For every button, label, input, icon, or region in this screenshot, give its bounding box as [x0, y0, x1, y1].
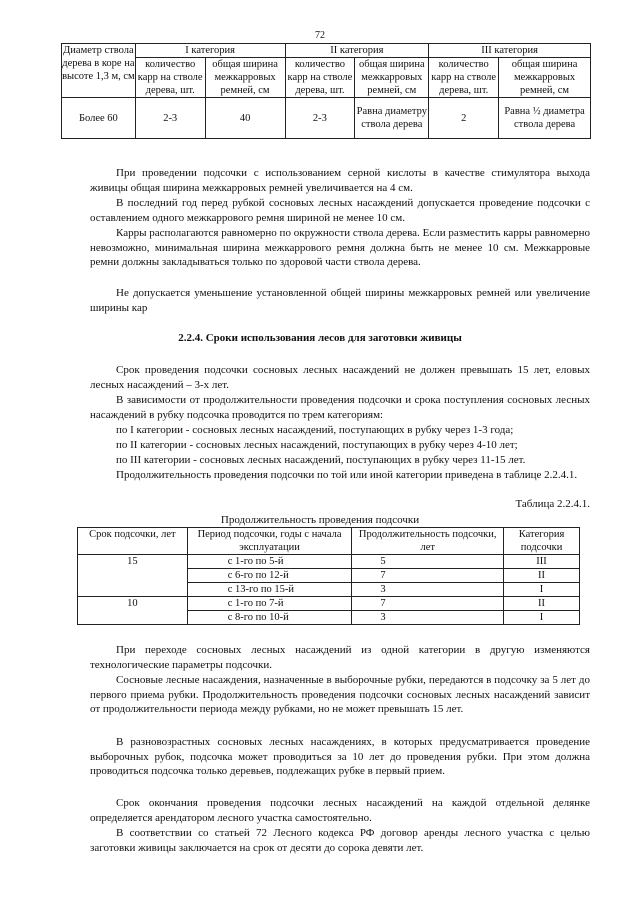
subheader-count: количество карр на стволе дерева, шт. — [285, 58, 355, 98]
paragraph: Не допускается уменьшение установленной общей ширины межкарровых ремней или увеличение ширины кар — [90, 287, 590, 314]
cell-period: с 6-го по 12-й — [187, 569, 352, 583]
paragraph: В разновозрастных сосновых лесных насаждениях, в которых предусматривается проведение выборочных рубок, подсочка может проводиться за 10 лет до проведения рубки. При этом должна проводиться подсочка только деревьев, подлежащих рубке в первый прием. — [90, 736, 590, 777]
list-item: по II категории - сосновых лесных насаждений, поступающих в рубку через 4-10 лет; — [116, 439, 518, 451]
list-item: по III категории - сосновых лесных насаждений, поступающих в рубку через 11-15 лет. — [116, 454, 526, 466]
table-row — [62, 98, 591, 139]
paragraph: Срок проведения подсочки сосновых лесных насаждений не должен превышать 15 лет, еловых лесных насаждений – 3-х лет. — [90, 364, 590, 391]
paragraph: При проведении подсочки с использованием серной кислоты в качестве стимулятора выхода живицы общая ширина межкарровых ремней увеличивается на 4 см. — [90, 167, 590, 194]
cell-category: III — [504, 555, 580, 569]
header-term: Срок подсочки, лет — [78, 528, 188, 555]
cell-c1-width: 40 — [205, 98, 285, 139]
paragraph: Сосновые лесные насаждения, назначенные в выборочные рубки, передаются в подсочку за 5 лет до первого приема рубки. Продолжительность проведения подсочки сосновых лесных насаждений зависит от продолжительности периода между рубками, но не может превышать 15 лет. — [90, 674, 590, 715]
header-category: Категория подсочки — [504, 528, 580, 555]
cell-category: II — [504, 569, 580, 583]
paragraph: Продолжительность проведения подсочки по той или иной категории приведена в таблице 2.2.4.1. — [116, 469, 578, 481]
cell-c3-width: Равна ½ диаметра ствола дерева — [499, 98, 591, 139]
header-duration: Продолжительность подсочки, лет — [352, 528, 504, 555]
duration-table — [77, 527, 580, 625]
subheader-width: общая ширина межкарровых ремней, см — [355, 58, 429, 98]
cell-duration: 7 — [352, 569, 504, 583]
cell-c2-count: 2-3 — [285, 98, 355, 139]
subheader-width: общая ширина межкарровых ремней, см — [205, 58, 285, 98]
cell-duration: 3 — [352, 583, 504, 597]
subheader-count: количество карр на стволе дерева, шт. — [135, 58, 205, 98]
table-row — [78, 597, 580, 611]
subheader-width: общая ширина межкарровых ремней, см — [499, 58, 591, 98]
cell-duration: 5 — [352, 555, 504, 569]
tapping-parameters-table — [61, 43, 591, 139]
cell-period: с 8-го по 10-й — [187, 611, 352, 625]
cell-term: 15 — [78, 555, 188, 597]
cell-duration: 7 — [352, 597, 504, 611]
cell-term: 10 — [78, 597, 188, 625]
paragraph: В последний год перед рубкой сосновых лесных насаждений допускается проведение подсочки с оставлением одного межкаррового ремня шириной не менее 10 см. — [90, 197, 590, 224]
cell-period: с 13-го по 15-й — [187, 583, 352, 597]
cell-c3-count: 2 — [429, 98, 499, 139]
paragraph: Срок окончания проведения подсочки лесных насаждений на каждой отдельной делянке определяется арендатором лесного участка самостоятельно. — [90, 797, 590, 824]
paragraph: В соответствии со статьей 72 Лесного кодекса РФ договор аренды лесного участка с целью заготовки живицы заключается на срок от десяти до сорока девяти лет. — [90, 827, 590, 854]
paragraph: Карры располагаются равномерно по окружности ствола дерева. Если разместить карры равномерно невозможно, минимальная ширина межкаррового ремня должна быть не менее 10 см. Межкарровые ремни должны закладываться только по здоровой части ствола дерева. — [90, 227, 590, 268]
table-caption: Продолжительность проведения подсочки — [220, 514, 420, 526]
cell-period: с 1-го по 5-й — [187, 555, 352, 569]
cell-diameter: Более 60 — [62, 98, 136, 139]
cell-duration: 3 — [352, 611, 504, 625]
cell-c2-width: Равна диаметру ствола дерева — [355, 98, 429, 139]
table-label: Таблица 2.2.4.1. — [515, 498, 590, 510]
paragraph: При переходе сосновых лесных насаждений из одной категории в другую изменяются технологические параметры подсочки. — [90, 644, 590, 671]
section-heading: 2.2.4. Сроки использования лесов для заготовки живицы — [178, 332, 462, 344]
page-number: 72 — [315, 30, 325, 41]
cell-c1-count: 2-3 — [135, 98, 205, 139]
cell-category: I — [504, 583, 580, 597]
cell-category: I — [504, 611, 580, 625]
cell-period: с 1-го по 7-й — [187, 597, 352, 611]
header-category-1: I категория — [135, 44, 285, 58]
paragraph: В зависимости от продолжительности проведения подсочки и срока поступления сосновых лесных насаждений в рубку подсочка проводится по трем категориям: — [90, 394, 590, 421]
list-item: по I категории - сосновых лесных насаждений, поступающих в рубку через 1-3 года; — [116, 424, 514, 436]
header-diameter: Диаметр ствола дерева в коре на высоте 1,3 м, см — [62, 44, 136, 98]
cell-category: II — [504, 597, 580, 611]
header-category-3: III категория — [429, 44, 591, 58]
subheader-count: количество карр на стволе дерева, шт. — [429, 58, 499, 98]
table-row — [78, 555, 580, 569]
header-period: Период подсочки, годы с начала эксплуатации — [187, 528, 352, 555]
header-category-2: II категория — [285, 44, 429, 58]
